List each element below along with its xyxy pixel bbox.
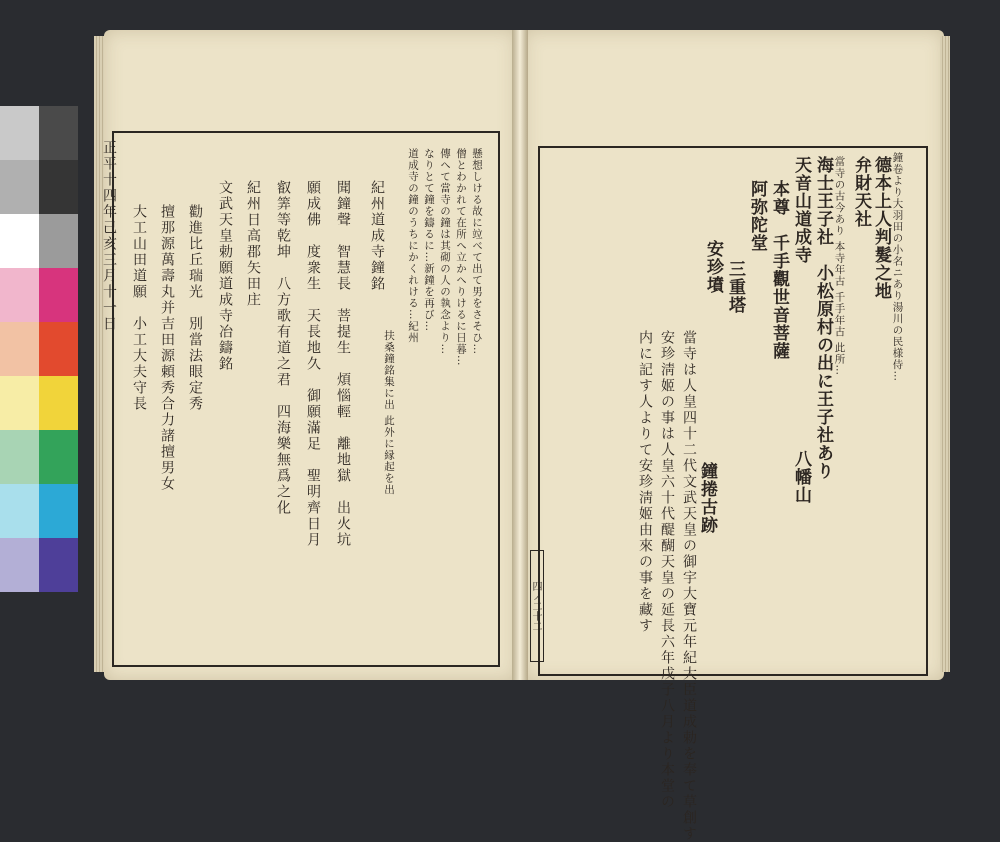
verse-line: 聞鐘聲 智慧長 菩提生 煩惱輕 離地獄 出火坑 bbox=[335, 180, 351, 548]
entry-heading: 海士王子社 小松原村の出に王子社あり bbox=[813, 156, 833, 480]
donor-line: 擅那源萬壽丸并吉田源頼秀合力諸擅男女 bbox=[159, 204, 175, 492]
entry-heading: 鐘捲古跡 bbox=[697, 462, 717, 534]
color-swatch bbox=[0, 430, 39, 484]
entry-heading: 德本上人判髮之地 bbox=[871, 156, 891, 300]
color-calibration-bar bbox=[0, 106, 78, 592]
entry-heading: 安珍墳 bbox=[703, 240, 723, 294]
color-swatch bbox=[39, 376, 78, 430]
page-edge-left bbox=[94, 36, 104, 672]
commentary-line: 道成寺の鐘のうちにかくれける…紀州 bbox=[407, 148, 419, 344]
place-line: 紀州日高郡矢田庄 bbox=[245, 180, 261, 308]
verse-line: 願成佛 度衆生 天長地久 御願滿足 聖明齊日月 bbox=[305, 180, 321, 548]
entry-line: 内に記す人よりて安珍淸姬由來の事を藏す bbox=[637, 330, 653, 634]
color-swatch bbox=[39, 268, 78, 322]
entry-line: 當寺の古今あり 本寺年古 千手年古 此所… bbox=[833, 156, 846, 377]
color-swatch bbox=[0, 322, 39, 376]
color-swatch bbox=[39, 106, 78, 160]
date-line: 正平十四年己亥三月十一日 bbox=[101, 140, 117, 332]
color-swatch bbox=[0, 376, 39, 430]
verse-line: 叡筭等乾坤 八方歌有道之君 四海樂無爲之化 bbox=[275, 180, 291, 516]
page-edge-right bbox=[940, 36, 950, 672]
color-swatch bbox=[39, 538, 78, 592]
inscription-note: 扶桑鐘銘集に出 此外に縁起を出 bbox=[383, 330, 395, 496]
page-number: 四ノ二十二 bbox=[530, 550, 544, 662]
cast-title: 文武天皇勅願道成寺冶鑄銘 bbox=[217, 180, 233, 372]
entry-heading: 阿弥陀堂 bbox=[747, 180, 767, 252]
color-swatch bbox=[39, 430, 78, 484]
color-swatch bbox=[39, 484, 78, 538]
donor-line: 勸進比丘瑞光 別當法眼定秀 bbox=[187, 204, 203, 412]
color-swatch bbox=[0, 214, 39, 268]
entry-heading: 天音山道成寺 bbox=[791, 156, 811, 264]
entry-line: 安珍淸姬の事は人皇六十代醍醐天皇の延長六年戊子八月より本堂の bbox=[659, 330, 675, 810]
entry-line: 鐘卷より大羽田の小名ニあり湯川の民様侍… bbox=[891, 152, 904, 382]
color-swatch bbox=[39, 214, 78, 268]
color-swatch bbox=[39, 322, 78, 376]
entry-heading: 本尊 千手觀世音菩薩 bbox=[769, 180, 789, 360]
commentary-line: 傳へて當寺の鐘は其砌の人の執念より… bbox=[439, 148, 451, 355]
commentary-line: なりとて鐘を鑄るに…新鐘を再び… bbox=[423, 148, 435, 332]
commentary-line: 懸想しける故に竝べて出て男をさそひ… bbox=[471, 148, 483, 355]
donor-line: 大工山田道願 小工大夫守長 bbox=[131, 204, 147, 412]
open-book bbox=[92, 30, 950, 842]
entry-heading: 八幡山 bbox=[791, 450, 811, 504]
color-swatch bbox=[0, 106, 39, 160]
color-swatch bbox=[0, 538, 39, 592]
inscription-title: 紀州道成寺鐘銘 bbox=[369, 180, 385, 292]
color-swatch bbox=[0, 484, 39, 538]
color-swatch bbox=[0, 160, 39, 214]
entry-heading: 三重塔 bbox=[725, 260, 745, 314]
gutter bbox=[512, 30, 528, 680]
entry-line: 當寺は人皇四十二代文武天皇の御宇大寶元年紀大臣道成勅を奉て草創す bbox=[681, 330, 697, 842]
color-swatch bbox=[39, 160, 78, 214]
entry-heading: 弁財天社 bbox=[851, 156, 871, 228]
commentary-line: 僧とわかれて在所へ立かへりけるに日暮… bbox=[455, 148, 467, 367]
color-swatch bbox=[0, 268, 39, 322]
